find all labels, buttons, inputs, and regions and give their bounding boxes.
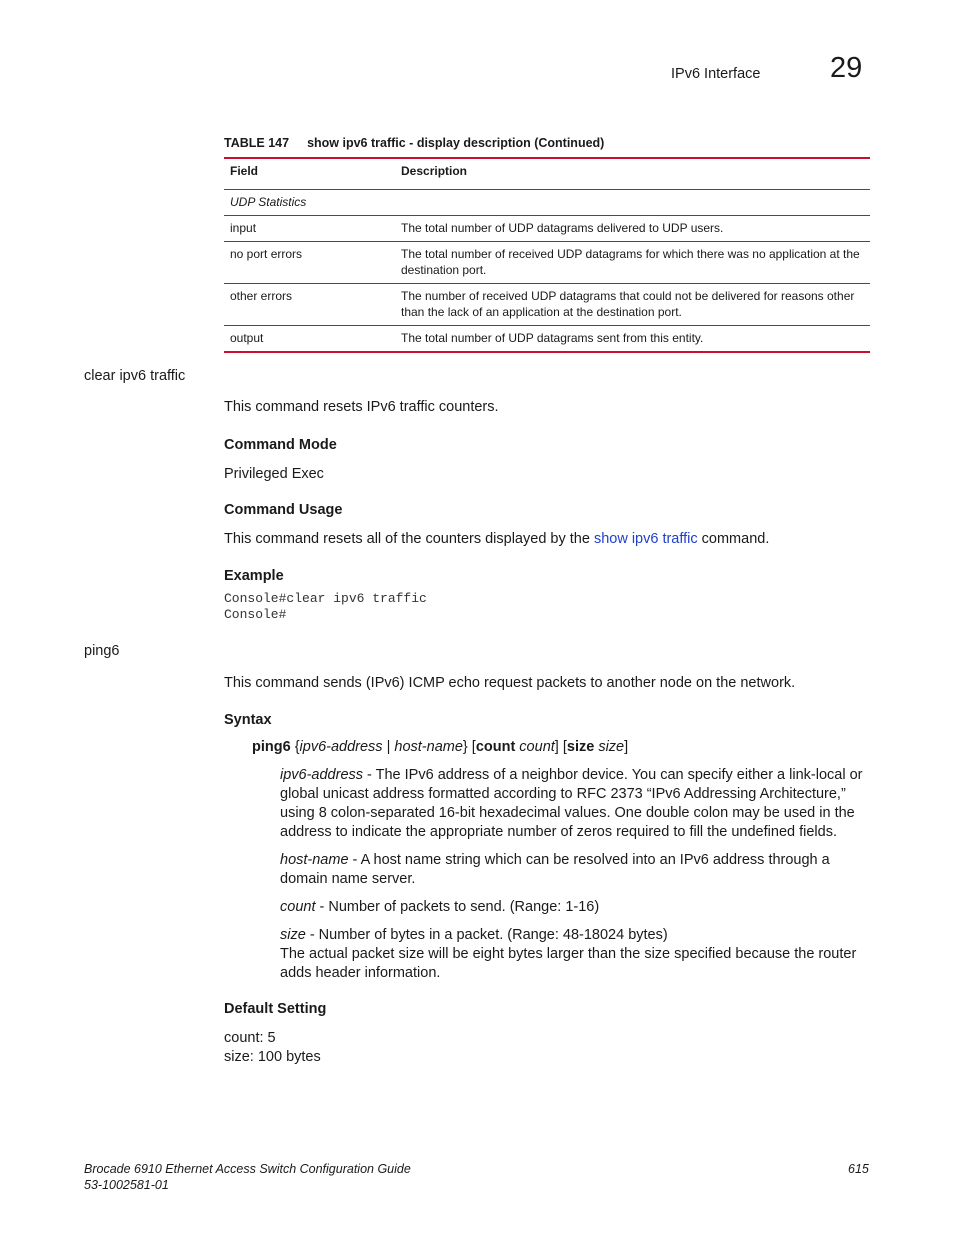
footer-doc-number: 53-1002581-01 — [84, 1178, 169, 1192]
table-row — [224, 284, 870, 326]
table-row — [224, 242, 870, 284]
table-caption — [224, 136, 604, 150]
param-text: - Number of packets to send. (Range: 1-16) — [315, 899, 600, 915]
syntax-line — [252, 739, 628, 755]
show-ipv6-traffic-link[interactable]: show ipv6 traffic — [593, 531, 698, 547]
table-cell-field: no port errors — [230, 247, 303, 261]
column-header-field: Field — [230, 164, 259, 178]
example-code — [224, 591, 427, 623]
syntax-punct: } [ — [462, 739, 476, 755]
param-text: - A host name string which can be resolved into an IPv6 address through a domain name server. — [280, 852, 830, 887]
param-name: ipv6-address — [280, 767, 364, 783]
table-header-row — [224, 158, 870, 190]
default-size: size: 100 bytes — [224, 1049, 321, 1065]
table-cell-description — [395, 190, 870, 216]
param-text: - Number of bytes in a packet. (Range: 48-18024 bytes) — [305, 927, 668, 943]
command-usage-heading: Command Usage — [224, 502, 343, 518]
table-title: show ipv6 traffic - display description (Continued) — [307, 136, 605, 150]
chapter-number: 29 — [830, 52, 863, 84]
command-mode-heading: Command Mode — [224, 437, 337, 453]
syntax-heading: Syntax — [224, 712, 272, 728]
syntax-punct: | — [382, 739, 395, 755]
syntax-keyword-size: size — [566, 739, 595, 755]
default-count: count: 5 — [224, 1030, 276, 1046]
table-row — [224, 190, 870, 216]
syntax-param-count: count — [515, 739, 555, 755]
syntax-punct: ] [ — [554, 739, 567, 755]
param-count — [280, 898, 872, 917]
param-name: count — [280, 899, 316, 915]
footer-doc-title: Brocade 6910 Ethernet Access Switch Configuration Guide — [84, 1162, 411, 1176]
param-text: - The IPv6 address of a neighbor device. You can specify either a link-local or global unicast address formatted according to RFC 2373 “IPv6 Addressing Architecture,” using 8 colon-separated 16-bit hexadecimal values. One double colon may be used in the address to indicate the appropriate number of zeros required to fill the undefined fields. — [280, 767, 863, 840]
syntax-param-host-name: host-name — [394, 739, 463, 755]
syntax-punct: { — [290, 739, 300, 755]
default-setting-heading: Default Setting — [224, 1001, 327, 1017]
table-row — [224, 326, 870, 353]
default-setting-values — [224, 1029, 321, 1067]
command-usage-text — [224, 530, 874, 549]
ping6-description: This command sends (IPv6) ICMP echo request packets to another node on the network. — [224, 675, 796, 691]
command-heading-ping6: ping6 — [84, 643, 120, 659]
table-cell-field: other errors — [230, 289, 293, 303]
usage-text-start: This command resets all of the counters displayed by the — [224, 531, 594, 547]
table-cell-description: The total number of UDP datagrams delivered to UDP users. — [401, 221, 724, 235]
clear-description: This command resets IPv6 traffic counters. — [224, 399, 499, 415]
footer-doc-info — [84, 1161, 411, 1193]
syntax-keyword-ping6: ping6 — [252, 739, 291, 755]
table-cell-description: The total number of received UDP datagrams for which there was no application at the destination port. — [401, 247, 860, 277]
syntax-keyword-count: count — [475, 739, 516, 755]
syntax-punct: ] — [624, 739, 629, 755]
param-note: The actual packet size will be eight bytes larger than the size specified because the router adds header information. — [280, 946, 857, 981]
usage-text-end: command. — [697, 531, 770, 547]
column-header-description: Description — [401, 164, 468, 178]
syntax-param-size: size — [594, 739, 625, 755]
param-size — [280, 926, 872, 983]
table-row — [224, 216, 870, 242]
table-label: TABLE 147 — [224, 136, 290, 150]
example-heading: Example — [224, 568, 284, 584]
table-section-label: UDP Statistics — [230, 195, 307, 209]
param-name: size — [280, 927, 306, 943]
table-cell-description: The number of received UDP datagrams that could not be delivered for reasons other than the lack of an application at the destination port. — [401, 289, 855, 319]
command-heading-clear-ipv6-traffic: clear ipv6 traffic — [84, 368, 186, 384]
footer-page-number: 615 — [848, 1162, 869, 1176]
section-title: IPv6 Interface — [671, 66, 761, 82]
code-line: Console#clear ipv6 traffic — [224, 591, 427, 606]
syntax-param-ipv6-address: ipv6-address — [299, 739, 383, 755]
param-name: host-name — [280, 852, 349, 868]
code-line: Console# — [224, 607, 287, 622]
table-cell-description: The total number of UDP datagrams sent from this entity. — [401, 331, 704, 345]
table-cell-field: input — [230, 221, 257, 235]
command-mode-value: Privileged Exec — [224, 466, 324, 482]
param-ipv6-address — [280, 766, 872, 842]
param-host-name — [280, 851, 872, 889]
description-table — [224, 157, 870, 353]
table-cell-field: output — [230, 331, 264, 345]
